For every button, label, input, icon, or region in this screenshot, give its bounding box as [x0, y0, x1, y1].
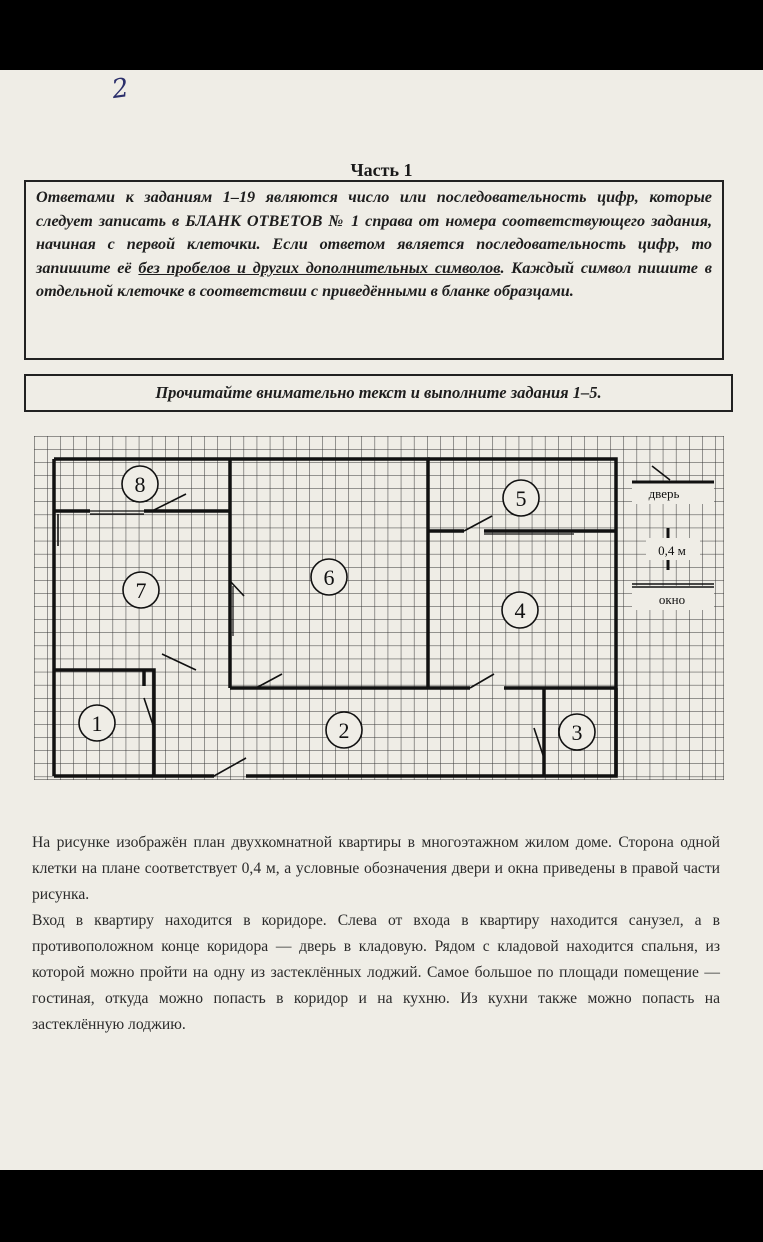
- handwritten-page-number: 2: [109, 72, 131, 106]
- legend-window-label: окно: [658, 592, 686, 607]
- paragraph-1: На рисунке изображён план двухкомнатной квартиры в многоэтажном жилом доме. Сторона одной клетки на плане соответствует 0,4 м, а условные обозначения двери и окна приведены в правой части рисунка.: [32, 834, 720, 903]
- room-number-2: 2: [338, 718, 350, 743]
- room-8-label: [122, 466, 158, 502]
- room-number-3: 3: [571, 720, 583, 745]
- instructions-underlined: без пробелов и других дополнительных символов: [138, 258, 501, 277]
- legend-scale-label: 0,4 м: [658, 543, 686, 558]
- room-number-4: 4: [514, 598, 526, 623]
- problem-text: [32, 830, 720, 1038]
- room-2-label: [326, 712, 362, 748]
- room-6-label: [311, 559, 347, 595]
- room-number-1: 1: [91, 711, 103, 736]
- part-title: Часть 1: [350, 160, 413, 180]
- room-7-label: [123, 572, 159, 608]
- room-number-5: 5: [515, 486, 527, 511]
- room-number-7: 7: [135, 578, 147, 603]
- room-5-label: [503, 480, 539, 516]
- instructions-text-end: . Каждый символ пишите в отдельной клеточке в соответствии с приведёнными в бланке образцами.: [36, 258, 712, 300]
- room-3-label: [559, 714, 595, 750]
- instructions-text: Ответами к заданиям 1–19 являются число или последовательность цифр, которые следует записать в БЛАНК ОТВЕТОВ № 1 справа от номера соответствующего задания, начиная с первой клеточки. Если ответом является последовательность цифр, то запишите её: [36, 188, 712, 277]
- apartment-plan: [34, 436, 724, 780]
- read-instruction-box: Прочитайте внимательно текст и выполните задания 1–5.: [24, 374, 733, 412]
- room-4-label: [502, 592, 538, 628]
- instructions-box: [24, 180, 724, 360]
- paragraph-2: Вход в квартиру находится в коридоре. Слева от входа в квартиру находится санузел, а в противоположном конце коридора — дверь в кладовую. Рядом с кладовой находится спальня, из которой можно пройти на одну из застеклённых лоджий. Самое большое по площади помещение — гостиная, откуда можно попасть в коридор и на кухню. Из кухни также можно попасть на застеклённую лоджию.: [32, 912, 720, 1033]
- room-number-6: 6: [323, 565, 335, 590]
- legend-door-label: дверь: [648, 486, 680, 501]
- room-number-8: 8: [134, 472, 146, 497]
- room-1-label: [79, 705, 115, 741]
